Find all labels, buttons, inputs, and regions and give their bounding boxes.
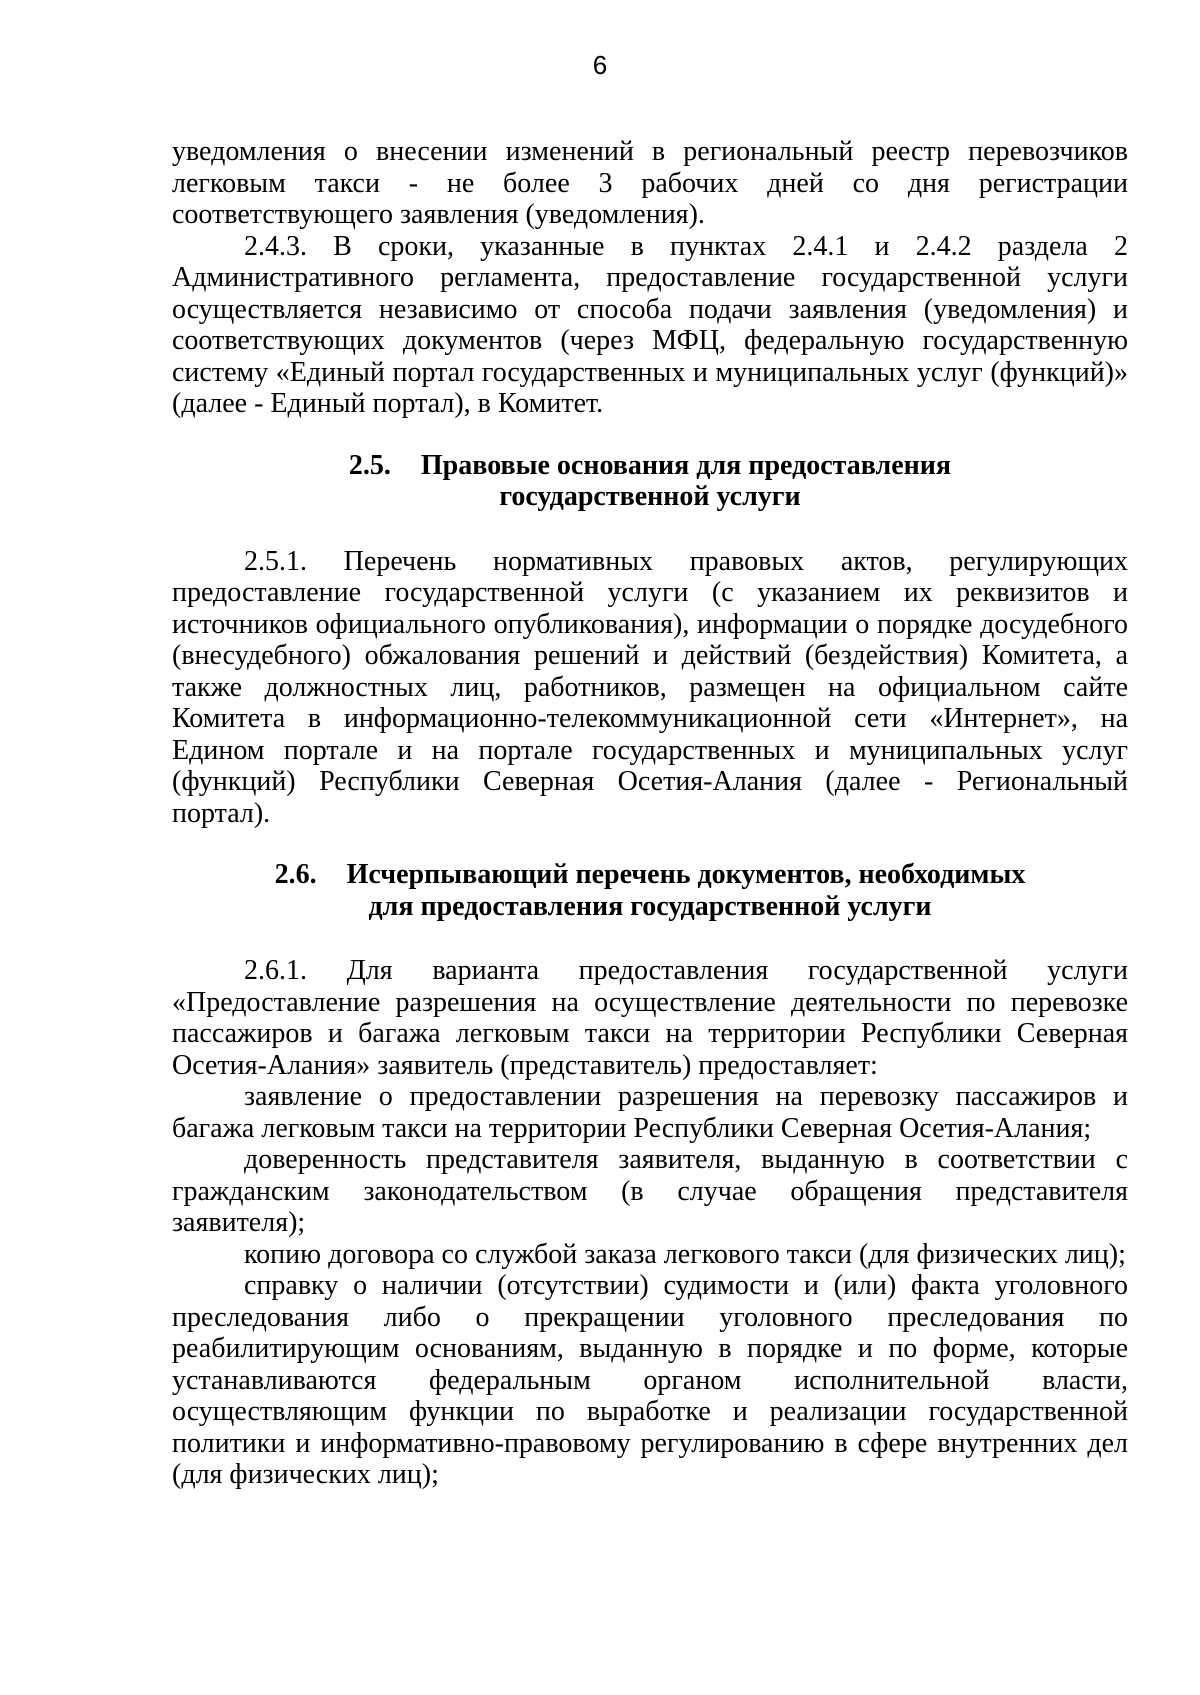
section-number-2-6: 2.6.	[274, 859, 317, 890]
paragraph-2-5-1: 2.5.1. Перечень нормативных правовых актов, регулирующих предоставление государственной услуги (с указанием их реквизитов и источников официального опубликования), информации о порядке досудебного (внесудебного) обжалования решений и действий (бездействия) Комитета, а также должностных лиц, работников, размещен на официальном сайте Комитета в информационно-телекоммуникационной сети «Интернет», на Едином портале и на портале государственных и муниципальных услуг (функций) Республики Северная Осетия-Алания (далее - Региональный портал).	[172, 545, 1128, 829]
section-title-2-5-line1: Правовые основания для предоставления	[420, 449, 952, 481]
list-item-contract-copy: копию договора со службой заказа легкового такси (для физических лиц);	[244, 1238, 1126, 1270]
section-heading-2-6	[172, 859, 1128, 922]
section-heading-2-5	[172, 450, 1128, 513]
section-number-2-5: 2.5.	[348, 449, 391, 481]
document-body	[172, 136, 1128, 1491]
page-number: 6	[592, 50, 608, 80]
paragraph-2-4-3: 2.4.3. В сроки, указанные в пунктах 2.4.1 и 2.4.2 раздела 2 Административного регламента, предоставление государственной услуги осуществляется независимо от способа подачи заявления (уведомления) и соответствующих документов (через МФЦ, федеральную государственную систему «Единый портал государственных и муниципальных услуг (функций)» (далее - Единый портал), в Комитет.	[172, 230, 1128, 419]
paragraph-notice-deadline: уведомления о внесении изменений в региональный реестр перевозчиков легковым такси - не более 3 рабочих дней со дня регистрации соответствующего заявления (уведомления).	[172, 136, 1128, 230]
section-title-2-6-line1: Исчерпывающий перечень документов, необходимых	[346, 859, 1026, 890]
list-item-power-of-attorney: доверенность представителя заявителя, выданную в соответствии с гражданским законодательством (в случае обращения представителя заявителя);	[172, 1144, 1128, 1238]
paragraph-2-6-1: 2.6.1. Для варианта предоставления государственной услуги «Предоставление разрешения на осуществление деятельности по перевозке пассажиров и багажа легковым такси на территории Республики Северная Осетия-Алания» заявитель (представитель) предоставляет:	[172, 955, 1128, 1081]
section-title-2-5-line2: государственной услуги	[499, 481, 801, 512]
list-item-application: заявление о предоставлении разрешения на перевозку пассажиров и багажа легковым такси на территории Республики Северная Осетия-Алания;	[172, 1081, 1128, 1144]
list-item-criminal-record-certificate: справку о наличии (отсутствии) судимости и (или) факта уголовного преследования либо о прекращении уголовного преследования по реабилитирующим основаниям, выданную в порядке и по форме, которые устанавливаются федеральным органом исполнительной власти, осуществляющим функции по выработке и реализации государственной политики и информативно-правовому регулированию в сфере внутренних дел (для физических лиц);	[172, 1270, 1128, 1490]
section-title-2-6-line2: для предоставления государственной услуги	[368, 890, 932, 922]
